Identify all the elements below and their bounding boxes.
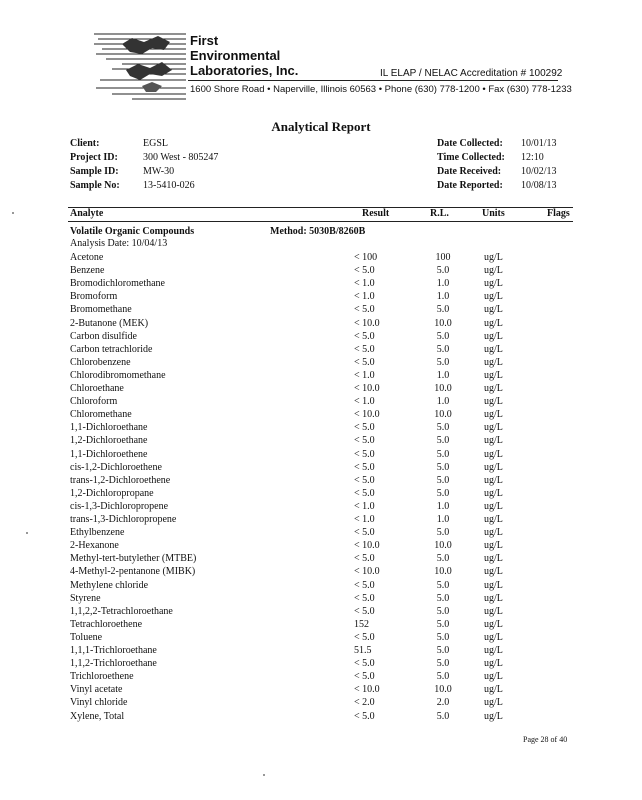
analyte-cell: Carbon tetrachloride (70, 343, 153, 355)
units-cell: ug/L (484, 343, 503, 355)
result-cell: < 5.0 (354, 631, 375, 643)
result-cell: < 5.0 (354, 422, 375, 434)
units-cell: ug/L (484, 317, 503, 329)
rl-cell: 5.0 (436, 461, 450, 473)
units-cell: ug/L (484, 618, 503, 630)
column-header-flags: Flags (547, 208, 570, 219)
analyte-cell: Tetrachloroethene (70, 618, 143, 630)
section-title: Volatile Organic Compounds (70, 226, 195, 237)
result-cell: < 1.0 (354, 514, 375, 525)
units-cell: ug/L (484, 291, 503, 303)
project-label: Project ID: (70, 152, 118, 163)
company-logo (92, 30, 188, 102)
result-cell: < 10.0 (354, 684, 380, 696)
result-cell: < 5.0 (354, 474, 375, 486)
units-cell: ug/L (484, 252, 503, 263)
analyte-cell: Bromomethane (70, 304, 132, 316)
analyte-cell: Bromoform (70, 291, 118, 303)
result-cell: < 5.0 (354, 658, 375, 670)
units-cell: ug/L (484, 448, 503, 460)
table-row (0, 527, 642, 540)
time-collected-value: 12:10 (521, 152, 544, 163)
rl-cell: 5.0 (436, 671, 450, 683)
result-cell: < 10.0 (354, 566, 380, 578)
rl-cell: 10.0 (434, 383, 452, 394)
sample-id-label: Sample ID: (70, 166, 119, 177)
analyte-cell: Toluene (70, 631, 103, 643)
units-cell: ug/L (484, 671, 503, 683)
rl-cell: 1.0 (436, 500, 450, 512)
table-row (0, 684, 642, 697)
company-name-line3: Laboratories, Inc. (190, 63, 299, 78)
result-cell: < 5.0 (354, 527, 375, 539)
date-collected-value: 10/01/13 (521, 138, 557, 149)
accreditation: IL ELAP / NELAC Accreditation # 100292 (380, 68, 563, 79)
analyte-cell: Chloroethane (70, 383, 124, 394)
result-cell: < 5.0 (354, 343, 375, 355)
rl-cell: 5.0 (436, 487, 450, 499)
table-row (0, 514, 642, 527)
units-cell: ug/L (484, 487, 503, 499)
result-cell: < 10.0 (354, 317, 380, 329)
date-received-label: Date Received: (437, 166, 502, 177)
analyte-cell: Vinyl chloride (70, 697, 128, 709)
analyte-cell: Chlorobenzene (70, 356, 131, 368)
result-cell: < 5.0 (354, 304, 375, 316)
units-cell: ug/L (484, 553, 503, 565)
rl-cell: 1.0 (436, 514, 450, 525)
result-cell: < 5.0 (354, 265, 375, 277)
result-cell: 152 (354, 618, 369, 630)
result-cell: < 5.0 (354, 605, 375, 617)
units-cell: ug/L (484, 356, 503, 368)
analyte-cell: Acetone (70, 252, 104, 263)
rl-cell: 5.0 (436, 553, 450, 565)
analyte-cell: Chloromethane (70, 409, 132, 421)
units-cell: ug/L (484, 527, 503, 539)
table-row (0, 449, 642, 462)
units-cell: ug/L (484, 422, 503, 434)
table-row (0, 357, 642, 370)
rl-cell: 1.0 (436, 291, 450, 303)
table-row (0, 593, 642, 606)
analyte-cell: Bromodichloromethane (70, 278, 165, 290)
scan-speck (26, 532, 28, 534)
rl-cell: 5.0 (436, 422, 450, 434)
analyte-cell: Chloroform (70, 396, 118, 408)
units-cell: ug/L (484, 710, 503, 722)
analyte-cell: Carbon disulfide (70, 330, 137, 342)
rl-cell: 10.0 (434, 566, 452, 578)
analyte-cell: Trichloroethene (70, 671, 134, 683)
column-header-units: Units (482, 208, 505, 219)
result-cell: < 1.0 (354, 291, 375, 303)
rl-cell: 5.0 (436, 645, 450, 656)
table-header-bottom-rule (68, 221, 573, 222)
units-cell: ug/L (484, 369, 503, 381)
result-cell: < 5.0 (354, 592, 375, 604)
rl-cell: 5.0 (436, 710, 450, 722)
analyte-cell: Chlorodibromomethane (70, 369, 166, 381)
units-cell: ug/L (484, 265, 503, 277)
rl-cell: 5.0 (436, 527, 450, 539)
table-row (0, 658, 642, 671)
analyte-cell: 1,1,2-Trichloroethane (70, 658, 157, 670)
rl-cell: 5.0 (436, 343, 450, 355)
table-row (0, 304, 642, 317)
table-row (0, 711, 642, 724)
analyte-cell: trans-1,2-Dichloroethene (70, 474, 171, 486)
table-row (0, 501, 642, 514)
result-cell: 51.5 (354, 645, 372, 656)
units-cell: ug/L (484, 474, 503, 486)
table-row (0, 697, 642, 710)
section-method: Method: 5030B/8260B (270, 226, 366, 237)
sample-id-value: MW-30 (143, 166, 175, 177)
rl-cell: 10.0 (434, 540, 452, 552)
column-header-analyte: Analyte (70, 208, 104, 219)
project-value: 300 West - 805247 (143, 152, 219, 163)
table-row (0, 422, 642, 435)
units-cell: ug/L (484, 330, 503, 342)
units-cell: ug/L (484, 566, 503, 578)
result-cell: < 1.0 (354, 396, 375, 408)
rl-cell: 5.0 (436, 605, 450, 617)
analyte-cell: cis-1,2-Dichloroethene (70, 461, 162, 473)
analysis-date: Analysis Date: 10/04/13 (70, 238, 168, 249)
rl-cell: 10.0 (434, 317, 452, 329)
result-cell: < 5.0 (354, 579, 375, 591)
units-cell: ug/L (484, 605, 503, 617)
table-row (0, 488, 642, 501)
table-row (0, 435, 642, 448)
table-row (0, 278, 642, 291)
units-cell: ug/L (484, 500, 503, 512)
company-name-line1: First (190, 33, 219, 48)
rl-cell: 5.0 (436, 448, 450, 460)
analyte-cell: cis-1,3-Dichloropropene (70, 500, 169, 512)
analyte-cell: 2-Butanone (MEK) (70, 317, 149, 329)
analyte-cell: Ethylbenzene (70, 527, 125, 539)
table-row (0, 553, 642, 566)
analyte-cell: 1,1-Dichloroethane (70, 422, 148, 434)
company-address: 1600 Shore Road • Naperville, Illinois 60563 • Phone (630) 778-1200 • Fax (630) 778-1233 (190, 84, 572, 95)
rl-cell: 5.0 (436, 618, 450, 630)
table-row (0, 606, 642, 619)
analyte-cell: trans-1,3-Dichloropropene (70, 514, 177, 525)
analyte-cell: Xylene, Total (70, 710, 125, 722)
rl-cell: 5.0 (436, 658, 450, 670)
result-cell: < 5.0 (354, 356, 375, 368)
table-row (0, 462, 642, 475)
units-cell: ug/L (484, 579, 503, 591)
table-row (0, 318, 642, 331)
units-cell: ug/L (484, 514, 503, 525)
units-cell: ug/L (484, 658, 503, 670)
scan-speck (263, 774, 265, 776)
units-cell: ug/L (484, 278, 503, 290)
table-row (0, 331, 642, 344)
client-label: Client: (70, 138, 100, 149)
analyte-cell: 1,1-Dichloroethene (70, 448, 148, 460)
result-cell: < 10.0 (354, 540, 380, 552)
date-reported-label: Date Reported: (437, 180, 503, 191)
analyte-cell: 1,2-Dichloroethane (70, 435, 148, 447)
sample-no-value: 13-5410-026 (143, 180, 195, 191)
rl-cell: 10.0 (434, 684, 452, 696)
table-row (0, 566, 642, 579)
analyte-cell: Benzene (70, 265, 105, 277)
result-cell: < 5.0 (354, 461, 375, 473)
units-cell: ug/L (484, 409, 503, 421)
rl-cell: 5.0 (436, 435, 450, 447)
scan-speck (12, 212, 14, 214)
analyte-cell: Styrene (70, 592, 101, 604)
result-cell: < 100 (354, 252, 378, 263)
result-cell: < 1.0 (354, 278, 375, 290)
date-received-value: 10/02/13 (521, 166, 557, 177)
client-value: EGSL (143, 138, 168, 149)
result-cell: < 5.0 (354, 553, 375, 565)
sample-no-label: Sample No: (70, 180, 120, 191)
analyte-cell: Vinyl acetate (70, 684, 123, 696)
result-cell: < 5.0 (354, 487, 375, 499)
table-row (0, 344, 642, 357)
result-cell: < 1.0 (354, 500, 375, 512)
analyte-cell: 2-Hexanone (70, 540, 119, 552)
units-cell: ug/L (484, 592, 503, 604)
table-row (0, 671, 642, 684)
rl-cell: 5.0 (436, 592, 450, 604)
report-title: Analytical Report (271, 119, 371, 134)
result-cell: < 1.0 (354, 369, 375, 381)
units-cell: ug/L (484, 396, 503, 408)
analyte-cell: 1,2-Dichloropropane (70, 487, 154, 499)
rl-cell: 5.0 (436, 356, 450, 368)
result-cell: < 5.0 (354, 435, 375, 447)
table-row (0, 383, 642, 396)
rl-cell: 5.0 (436, 579, 450, 591)
rl-cell: 2.0 (436, 697, 450, 709)
analyte-cell: Methylene chloride (70, 579, 149, 591)
company-name-line2: Environmental (190, 48, 281, 63)
column-header-rl: R.L. (430, 208, 449, 219)
rl-cell: 10.0 (434, 409, 452, 421)
rl-cell: 1.0 (436, 369, 450, 381)
units-cell: ug/L (484, 461, 503, 473)
analyte-cell: 4-Methyl-2-pentanone (MIBK) (70, 566, 196, 578)
table-row (0, 396, 642, 409)
table-row (0, 619, 642, 632)
result-cell: < 2.0 (354, 697, 375, 709)
units-cell: ug/L (484, 383, 503, 394)
analyte-cell: 1,1,1-Trichloroethane (70, 645, 157, 656)
table-row (0, 540, 642, 553)
rl-cell: 5.0 (436, 631, 450, 643)
units-cell: ug/L (484, 435, 503, 447)
header-rule (188, 80, 558, 81)
table-row (0, 291, 642, 304)
table-row (0, 265, 642, 278)
rl-cell: 5.0 (436, 265, 450, 277)
page-number: Page 28 of 40 (523, 735, 568, 744)
units-cell: ug/L (484, 645, 503, 656)
result-cell: < 5.0 (354, 710, 375, 722)
table-row (0, 370, 642, 383)
rl-cell: 100 (435, 252, 451, 263)
result-cell: < 5.0 (354, 448, 375, 460)
column-header-result: Result (362, 208, 390, 219)
result-cell: < 5.0 (354, 330, 375, 342)
units-cell: ug/L (484, 304, 503, 316)
table-row (0, 409, 642, 422)
units-cell: ug/L (484, 631, 503, 643)
rl-cell: 5.0 (436, 304, 450, 316)
rl-cell: 5.0 (436, 474, 450, 486)
date-collected-label: Date Collected: (437, 138, 503, 149)
result-cell: < 10.0 (354, 383, 380, 394)
rl-cell: 1.0 (436, 396, 450, 408)
units-cell: ug/L (484, 540, 503, 552)
table-row (0, 645, 642, 658)
date-reported-value: 10/08/13 (521, 180, 557, 191)
units-cell: ug/L (484, 684, 503, 696)
result-cell: < 10.0 (354, 409, 380, 421)
time-collected-label: Time Collected: (437, 152, 505, 163)
analyte-cell: 1,1,2,2-Tetrachloroethane (70, 605, 173, 617)
analyte-cell: Methyl-tert-butylether (MTBE) (70, 553, 197, 565)
table-row (0, 632, 642, 645)
rl-cell: 5.0 (436, 330, 450, 342)
rl-cell: 1.0 (436, 278, 450, 290)
result-cell: < 5.0 (354, 671, 375, 683)
table-row (0, 475, 642, 488)
table-row (0, 580, 642, 593)
units-cell: ug/L (484, 697, 503, 709)
table-row (0, 252, 642, 265)
